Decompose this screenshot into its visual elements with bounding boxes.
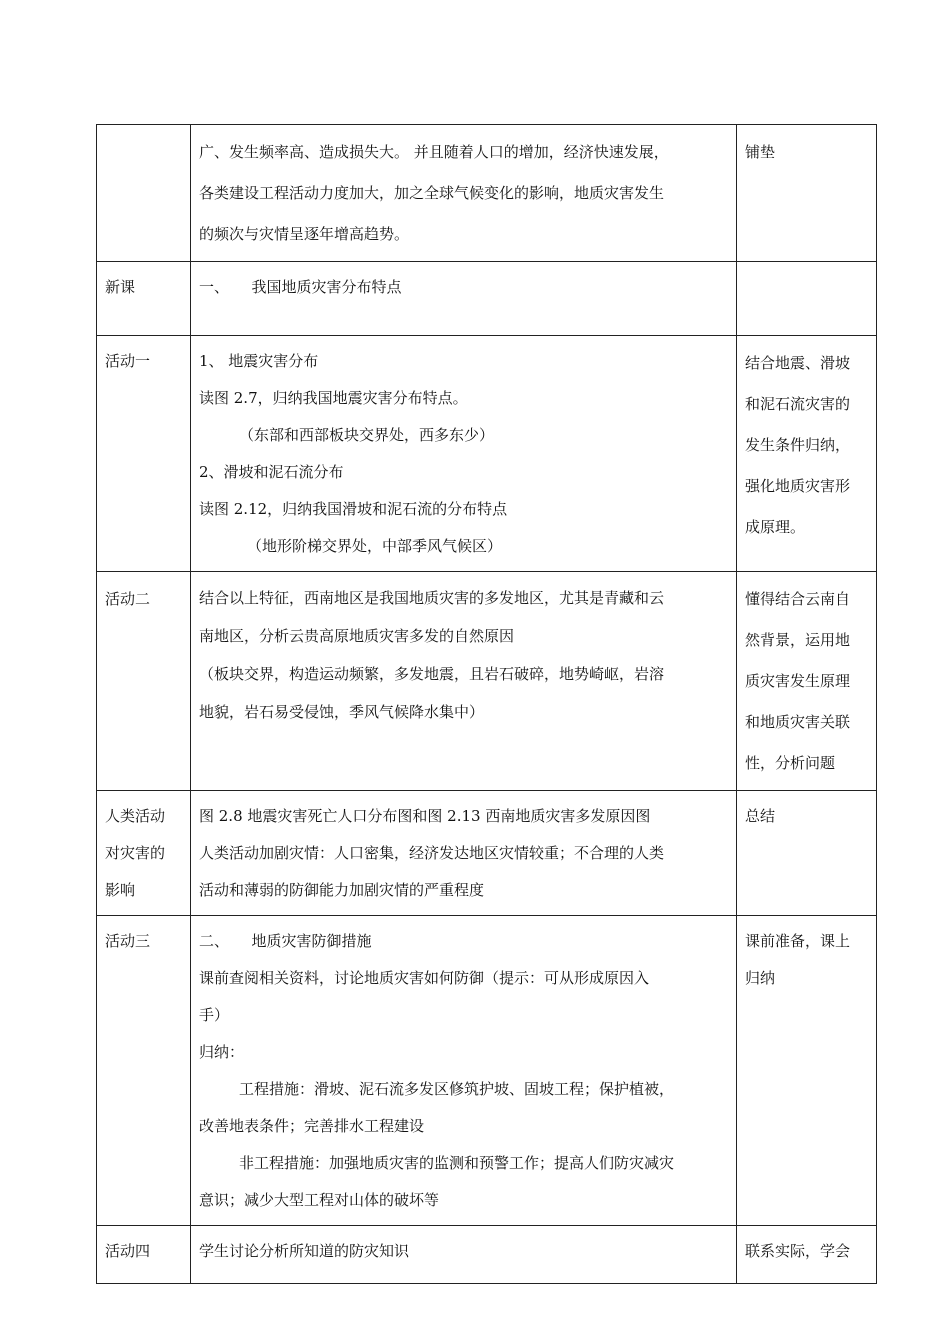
note-line: 和泥石流灾害的 xyxy=(745,395,851,413)
content-line: 人类活动加剧灾情：人口密集，经济发达地区灾情较重；不合理的人类 xyxy=(199,844,665,862)
content-line: 读图 2.12，归纳我国滑坡和泥石流的分布特点 xyxy=(199,500,508,518)
row-note-cell xyxy=(737,125,877,262)
note-line: 懂得结合云南自 xyxy=(745,590,851,608)
content-line: 归纳： xyxy=(199,1043,245,1061)
row-note-cell xyxy=(737,1226,877,1284)
content-line: 广、发生频率高、造成损失大。 并且随着人口的增加，经济快速发展， xyxy=(199,143,669,161)
row-content-cell xyxy=(191,916,737,1226)
content-line: 图 2.8 地震灾害死亡人口分布图和图 2.13 西南地质灾害多发原因图 xyxy=(199,807,651,825)
content-line: 学生讨论分析所知道的防灾知识 xyxy=(199,1242,410,1260)
row-content-cell xyxy=(191,336,737,572)
note-line: 质灾害发生原理 xyxy=(745,672,851,690)
content-line: 活动和薄弱的防御能力加剧灾情的严重程度 xyxy=(199,881,485,899)
content-line: 结合以上特征，西南地区是我国地质灾害的多发地区，尤其是青藏和云 xyxy=(199,589,665,607)
note-line: 铺垫 xyxy=(745,143,776,161)
content-line: 读图 2.7，归纳我国地震灾害分布特点。 xyxy=(199,389,468,407)
content-line: 手） xyxy=(199,1006,230,1024)
content-line: 各类建设工程活动力度加大，加之全球气候变化的影响，地质灾害发生 xyxy=(199,184,665,202)
row-label-cell xyxy=(97,1226,191,1284)
table-row xyxy=(97,262,877,336)
row-note-cell xyxy=(737,916,877,1226)
row-content-cell xyxy=(191,1226,737,1284)
row-label-cell xyxy=(97,262,191,336)
row-label: 影响 xyxy=(105,881,136,899)
row-label: 对灾害的 xyxy=(105,844,166,862)
row-content-cell xyxy=(191,262,737,336)
content-line: 改善地表条件；完善排水工程建设 xyxy=(199,1117,425,1135)
row-label: 活动二 xyxy=(105,590,151,608)
note-line: 和地质灾害关联 xyxy=(745,713,851,731)
content-line: （地形阶梯交界处，中部季风气候区） xyxy=(247,537,503,555)
note-line: 联系实际，学会 xyxy=(745,1242,851,1260)
note-line: 归纳 xyxy=(745,969,776,987)
row-label-cell xyxy=(97,791,191,916)
row-label-cell xyxy=(97,572,191,791)
row-label: 新课 xyxy=(105,278,136,296)
row-label: 活动一 xyxy=(105,352,151,370)
content-line: （东部和西部板块交界处，西多东少） xyxy=(239,426,495,444)
row-label-cell xyxy=(97,125,191,262)
table-row xyxy=(97,125,877,262)
table-row xyxy=(97,572,877,791)
note-line: 然背景，运用地 xyxy=(745,631,851,649)
table-row xyxy=(97,1226,877,1284)
content-line: 1、 地震灾害分布 xyxy=(199,352,319,370)
row-label: 人类活动 xyxy=(105,807,166,825)
note-line: 性，分析问题 xyxy=(745,754,836,772)
section-heading: 一、 我国地质灾害分布特点 xyxy=(199,278,402,296)
table-row xyxy=(97,791,877,916)
note-line: 强化地质灾害形 xyxy=(745,477,851,495)
row-label-cell xyxy=(97,336,191,572)
table-row xyxy=(97,916,877,1226)
content-line: 工程措施：滑坡、泥石流多发区修筑护坡、固坡工程；保护植被， xyxy=(239,1080,675,1098)
content-line: 课前查阅相关资料，讨论地质灾害如何防御（提示：可从形成原因入 xyxy=(199,969,650,987)
row-content-cell xyxy=(191,125,737,262)
row-note-cell xyxy=(737,572,877,791)
content-line: 南地区，分析云贵高原地质灾害多发的自然原因 xyxy=(199,627,515,645)
content-line: 的频次与灾情呈逐年增高趋势。 xyxy=(199,225,410,243)
note-line: 结合地震、滑坡 xyxy=(745,354,851,372)
row-label-cell xyxy=(97,916,191,1226)
content-line: （板块交界，构造运动频繁，多发地震，且岩石破碎，地势崎岖，岩溶 xyxy=(199,665,665,683)
row-note-cell xyxy=(737,262,877,336)
note-line: 总结 xyxy=(745,807,776,825)
content-line: 地貌，岩石易受侵蚀，季风气候降水集中） xyxy=(199,703,485,721)
content-line: 非工程措施：加强地质灾害的监测和预警工作；提高人们防灾减灾 xyxy=(239,1154,675,1172)
note-line: 发生条件归纳， xyxy=(745,436,851,454)
content-line: 2、滑坡和泥石流分布 xyxy=(199,463,344,481)
row-label: 活动四 xyxy=(105,1242,151,1260)
table-row xyxy=(97,336,877,572)
lesson-plan-table xyxy=(96,124,877,1284)
row-note-cell xyxy=(737,791,877,916)
section-heading: 二、 地质灾害防御措施 xyxy=(199,932,372,950)
row-label: 活动三 xyxy=(105,932,151,950)
content-line: 意识；减少大型工程对山体的破坏等 xyxy=(199,1191,440,1209)
note-line: 课前准备，课上 xyxy=(745,932,851,950)
row-note-cell xyxy=(737,336,877,572)
note-line: 成原理。 xyxy=(745,518,806,536)
row-content-cell xyxy=(191,791,737,916)
row-content-cell xyxy=(191,572,737,791)
